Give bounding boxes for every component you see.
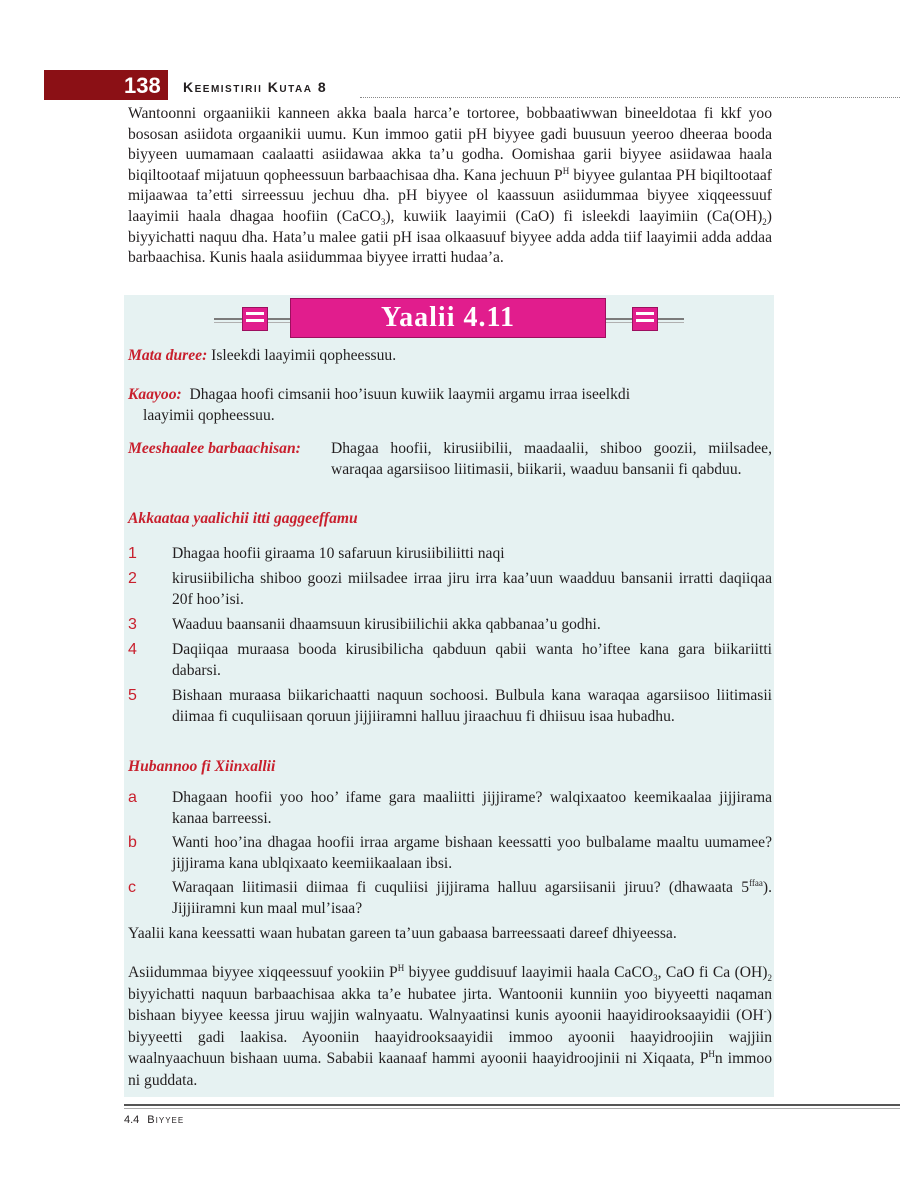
intro-paragraph: Wantoonni orgaaniikii kanneen akka baala harca’e tortoree, bobbaatiwwan bineeldotaa fi kkf yoo bososan asiidota orgaanikii uumu. Kun immoo gatii pH biyyee gadi buusuun yeeroo dheeraa booda biyyeen uumamaan caalaatti asiidawaa akka ta’u godha. Oomishaa garii biyyee asiidawaa haala biqiltootaaf mijatuun qopheessuun barbaachisaa dha. Kana jechuun $P^H$ biyyee gulantaa PH biqiltootaaf mijaawaa ta’etti sirreessuu jechuu dha. pH biyyee ol kaassuun asiidummaa biyyee xiqqeessuuf laayimii haala dhagaa hoofiin (CaCO$_3$), kuwiik laayimii (CaO) fi isleekdi laayimiin $(Ca(OH)_2)$ biyyichatti naquu dha. Hata’u malee gatii pH isaa olkaasuuf biyyee adda adda tiif laayimii adda addaa barbaachisa. Kunis haala asiidummaa biyyee irratti hudaa’a. — [128, 105, 772, 267]
footer-rule — [124, 1104, 900, 1106]
page-number: 138 — [124, 73, 161, 98]
footer-section-number: 4.4 — [124, 1114, 140, 1126]
activity-banner — [214, 298, 684, 338]
mata-duree: Mata duree: Isleekdi laayimii qopheessuu. — [128, 347, 397, 364]
banner-right-ornament — [632, 307, 658, 331]
list-item: a Dhagaan hoofii yoo hoo’ ifame gara maaliitti jijjirame? walqixaatoo keemikaalaa jijjirama kanaa barreessi. — [128, 789, 772, 827]
banner-left-ornament — [242, 307, 268, 331]
procedure-steps — [128, 543, 772, 731]
kaayoo: Kaayoo: Dhagaa hoofi cimsanii hoo’isuun kuwiik laaymii argamu irraa iseelkdi laayimii qopheessuu. — [128, 386, 631, 424]
list-item: 3 Waaduu baansanii dhaamsuun kirusibiilichii akka qabbanaa’u godhi. — [128, 616, 601, 633]
list-item: b Wanti hoo’ina dhagaa hoofii irraa argame bishaan keessatti yoo bulbalame maaltu uumamee? jijjirama kana ublqixaato keemiikaalaan ibsi. — [128, 834, 772, 872]
list-item: 2 kirusiibilicha shiboo goozi miilsadee irraa jiru irra kaa’uun waadduu bansanii irratti daqiiqaa 20f hoo’isi. — [128, 570, 772, 608]
questions-heading: Hubannoo fi Xiinxallii — [128, 758, 276, 775]
list-item: 1 Dhagaa hoofii giraama 10 safaruun kirusiibiliitti naqi — [128, 545, 505, 562]
procedure-heading: Akkaataa yaalichii itti gaggeeffamu — [128, 510, 358, 527]
footer-chapter-title: Biyyee — [147, 1114, 185, 1126]
questions-list — [128, 787, 772, 922]
activity-title: Yaalii 4.11 — [290, 298, 606, 338]
footer-rule-thin — [124, 1108, 900, 1109]
list-item: c Waraqaan liitimasii diimaa fi cuquliisi jijjirama halluu agarsiisanii jiruu? (dhawaata $5^{ffaa}$). Jijjiiramni kun maal mul’isaa? — [128, 877, 772, 917]
final-paragraph: Asiidummaa biyyee xiqqeessuuf yookiin $P^H$ biyyee guddisuuf laayimii haala CaCO$_3$, CaO fi Ca $(OH)_2$ biyyichatti naquun barbaachisaa akka ta’e hubatee jirta. Wantoonii kunniin yoo biyyeetti naqaman bishaan biyyee keessa jiruu wajjin walnyaatu. Walnyaatinsi kunis ayoonii haayidirooksaayidii (OH-) biyyeetti gadi laakisa. Ayooniin haayidrooksaayidii immoo ayoonii haayidroojiin wajjiin waalnyaachuun bishaan uuma. Sababii kaanaaf hammi ayoonii haayidroojinii ni Xiqaata, $P^Hn$ immoo ni guddata. — [128, 962, 772, 1089]
footer — [124, 1114, 184, 1126]
activity-closing-text: Yaalii kana keessatti waan hubatan gareen ta’uun gabaasa barreessaati dareef dhiyeessa. — [128, 925, 677, 942]
list-item: 5 Bishaan muraasa biikarichaatti naquun sochoosi. Bulbula kana waraqaa agarsiisoo liitimasii diimaa fi cuquliisaan qoruun jijjiiramni halluu jiraachuu fi dhiisuu isaa hubadhu. — [128, 687, 772, 725]
header-dotted-rule — [360, 97, 900, 98]
list-item: 4 Daqiiqaa muraasa booda kirusibilicha qabduun qabii wanta ho’iftee kana gara biikariitti dabarsi. — [128, 641, 772, 679]
meeshaalee: Meeshaalee barbaachisan: Dhagaa hoofii, kirusiibilii, maadaalii, shiboo goozii, miilsadee, waraqaa agarsiisoo liitimasii, biikarii, waaduu bansanii fi qabduu. — [128, 440, 772, 478]
book-title: Keemistirii Kutaa 8 — [183, 79, 328, 95]
